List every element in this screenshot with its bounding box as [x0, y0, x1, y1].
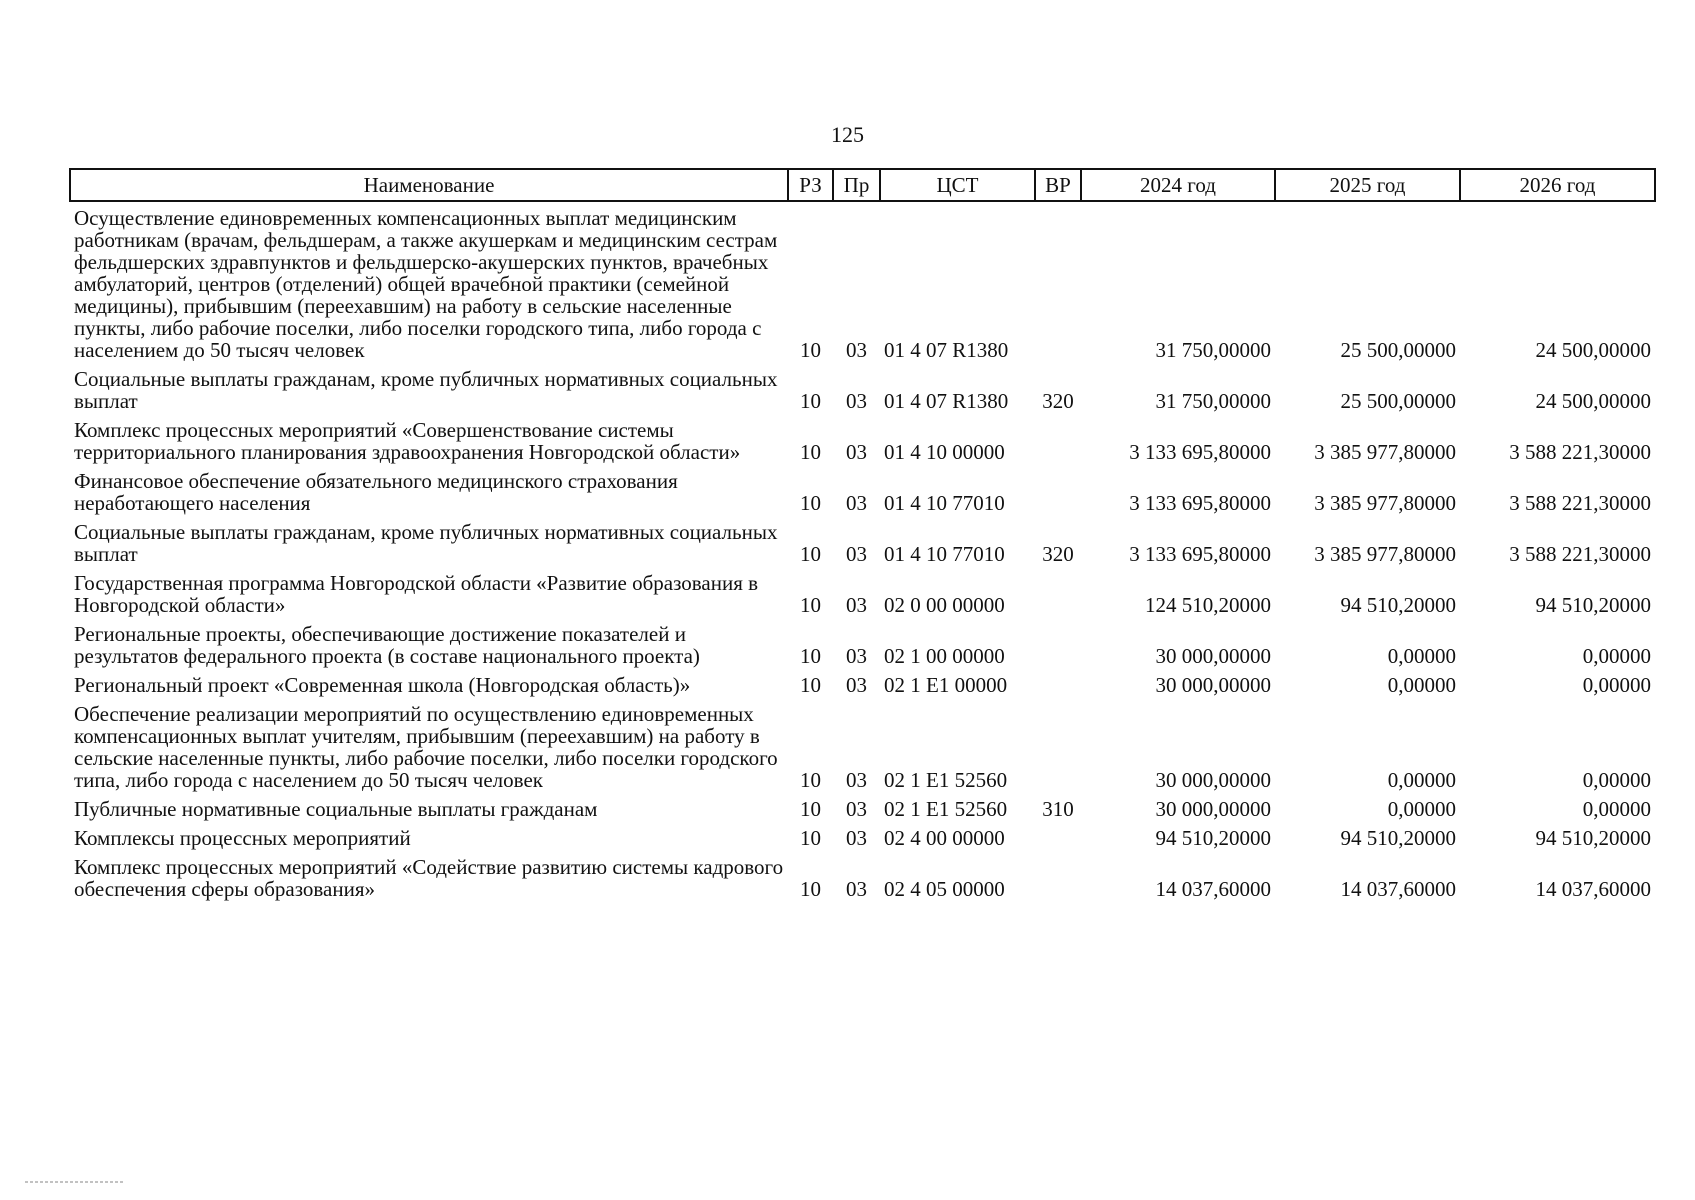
row-pr: 03 [846, 673, 867, 697]
table-row [70, 822, 1655, 851]
row-pr: 03 [846, 593, 867, 617]
budget-table [69, 168, 1656, 902]
header-name: Наименование [70, 169, 788, 201]
row-2024: 30 000,00000 [1155, 768, 1271, 792]
row-2025: 94 510,20000 [1340, 593, 1456, 617]
table-row [70, 698, 1655, 793]
row-rz: 10 [800, 593, 821, 617]
row-name: Государственная программа Новгородской области «Развитие образования в Новгородской области» [74, 571, 759, 617]
row-pr: 03 [846, 768, 867, 792]
table-row [70, 516, 1655, 567]
row-vr [1035, 201, 1081, 363]
table-row [70, 567, 1655, 618]
row-2025: 3 385 977,80000 [1314, 440, 1456, 464]
row-rz: 10 [800, 389, 821, 413]
row-2025: 14 037,60000 [1340, 877, 1456, 901]
row-name: Региональные проекты, обеспечивающие достижение показателей и результатов федерального проекта (в составе национального проекта) [74, 622, 700, 668]
table-row [70, 851, 1655, 902]
table-row [70, 363, 1655, 414]
row-2024: 31 750,00000 [1155, 389, 1271, 413]
row-cst: 02 1 E1 52560 [884, 797, 1008, 821]
row-2024: 30 000,00000 [1155, 644, 1271, 668]
row-vr [1035, 618, 1081, 669]
row-rz: 10 [800, 644, 821, 668]
row-cst: 02 4 00 00000 [884, 826, 1005, 850]
row-2025: 0,00000 [1387, 644, 1456, 668]
row-rz: 10 [800, 768, 821, 792]
header-2025: 2025 год [1275, 169, 1460, 201]
row-2026: 24 500,00000 [1535, 389, 1651, 413]
table-header [70, 169, 1655, 201]
row-pr: 03 [846, 542, 867, 566]
row-name: Осуществление единовременных компенсационных выплат медицинским работникам (врачам, фельдшерам, а также акушеркам и медицинским сестрам фельдшерских здравпунктов и фельдшерско-акушерских пунктов, врачебных амбулаторий, центров (отделений) общей врачебной практики (семейной медицины), прибывшим (переехавшим) на работу в сельские населенные пункты, либо рабочие поселки, либо поселки городского типа, либо города с населением до 50 тысяч человек [74, 206, 778, 362]
row-cst: 02 0 00 00000 [884, 593, 1005, 617]
row-pr: 03 [846, 389, 867, 413]
row-rz: 10 [800, 826, 821, 850]
row-2026: 0,00000 [1582, 673, 1651, 697]
row-2024: 94 510,20000 [1155, 826, 1271, 850]
row-pr: 03 [846, 338, 867, 362]
row-cst: 02 4 05 00000 [884, 877, 1005, 901]
table-row [70, 669, 1655, 698]
row-2025: 25 500,00000 [1340, 389, 1456, 413]
row-2026: 14 037,60000 [1535, 877, 1651, 901]
row-2026: 24 500,00000 [1535, 338, 1651, 362]
row-2026: 0,00000 [1582, 768, 1651, 792]
row-name: Комплекс процессных мероприятий «Содействие развитию системы кадрового обеспечения сферы образования» [74, 855, 784, 901]
row-pr: 03 [846, 797, 867, 821]
table-row [70, 618, 1655, 669]
row-name: Обеспечение реализации мероприятий по осуществлению единовременных компенсационных выплат учителям, прибывшим (переехавшим) на работу в сельские населенные пункты, либо рабочие поселки, либо поселки городского типа, либо города с населением до 50 тысяч человек [74, 702, 778, 792]
row-vr [1035, 822, 1081, 851]
row-2026: 0,00000 [1582, 797, 1651, 821]
row-pr: 03 [846, 440, 867, 464]
row-rz: 10 [800, 877, 821, 901]
row-rz: 10 [800, 673, 821, 697]
row-cst: 02 1 E1 00000 [884, 673, 1008, 697]
header-2024: 2024 год [1081, 169, 1275, 201]
row-2026: 94 510,20000 [1535, 593, 1651, 617]
row-vr: 320 [1042, 389, 1074, 413]
row-2024: 30 000,00000 [1155, 797, 1271, 821]
row-vr: 320 [1042, 542, 1074, 566]
row-cst: 01 4 07 R1380 [884, 338, 1009, 362]
header-rz: РЗ [788, 169, 833, 201]
scan-artifact [25, 1181, 125, 1183]
row-vr [1035, 414, 1081, 465]
row-2026: 94 510,20000 [1535, 826, 1651, 850]
table-row [70, 465, 1655, 516]
row-pr: 03 [846, 644, 867, 668]
row-name: Комплекс процессных мероприятий «Совершенствование системы территориального планирования здравоохранения Новгородской области» [74, 418, 741, 464]
row-2025: 3 385 977,80000 [1314, 542, 1456, 566]
row-vr [1035, 698, 1081, 793]
row-2024: 124 510,20000 [1145, 593, 1271, 617]
table-row [70, 201, 1655, 363]
table-row [70, 793, 1655, 822]
row-name: Социальные выплаты гражданам, кроме публичных нормативных социальных выплат [74, 520, 778, 566]
row-2025: 3 385 977,80000 [1314, 491, 1456, 515]
row-2024: 3 133 695,80000 [1129, 440, 1271, 464]
row-2026: 3 588 221,30000 [1509, 491, 1651, 515]
row-name: Социальные выплаты гражданам, кроме публичных нормативных социальных выплат [74, 367, 778, 413]
row-2025: 0,00000 [1387, 768, 1456, 792]
row-cst: 01 4 10 00000 [884, 440, 1005, 464]
row-2026: 3 588 221,30000 [1509, 440, 1651, 464]
header-pr: Пр [833, 169, 880, 201]
page-number: 125 [831, 122, 864, 147]
row-vr: 310 [1042, 797, 1074, 821]
row-rz: 10 [800, 797, 821, 821]
row-2024: 30 000,00000 [1155, 673, 1271, 697]
header-2026: 2026 год [1460, 169, 1655, 201]
row-2025: 25 500,00000 [1340, 338, 1456, 362]
row-cst: 01 4 07 R1380 [884, 389, 1009, 413]
row-name: Комплексы процессных мероприятий [74, 826, 411, 850]
row-2024: 14 037,60000 [1155, 877, 1271, 901]
row-pr: 03 [846, 877, 867, 901]
row-rz: 10 [800, 338, 821, 362]
row-rz: 10 [800, 491, 821, 515]
header-cst: ЦСТ [880, 169, 1035, 201]
row-pr: 03 [846, 826, 867, 850]
row-rz: 10 [800, 542, 821, 566]
row-name: Региональный проект «Современная школа (Новгородская область)» [74, 673, 691, 697]
row-2025: 0,00000 [1387, 673, 1456, 697]
row-2024: 31 750,00000 [1155, 338, 1271, 362]
row-cst: 02 1 00 00000 [884, 644, 1005, 668]
row-2024: 3 133 695,80000 [1129, 491, 1271, 515]
row-2024: 3 133 695,80000 [1129, 542, 1271, 566]
row-cst: 02 1 E1 52560 [884, 768, 1008, 792]
row-2026: 0,00000 [1582, 644, 1651, 668]
row-vr [1035, 669, 1081, 698]
row-vr [1035, 851, 1081, 902]
header-vr: ВР [1035, 169, 1081, 201]
row-2025: 0,00000 [1387, 797, 1456, 821]
row-pr: 03 [846, 491, 867, 515]
row-rz: 10 [800, 440, 821, 464]
row-2025: 94 510,20000 [1340, 826, 1456, 850]
row-cst: 01 4 10 77010 [884, 542, 1005, 566]
row-vr [1035, 567, 1081, 618]
row-name: Публичные нормативные социальные выплаты гражданам [74, 797, 598, 821]
row-name: Финансовое обеспечение обязательного медицинского страхования неработающего населения [74, 469, 678, 515]
row-vr [1035, 465, 1081, 516]
table-row [70, 414, 1655, 465]
row-cst: 01 4 10 77010 [884, 491, 1005, 515]
row-2026: 3 588 221,30000 [1509, 542, 1651, 566]
